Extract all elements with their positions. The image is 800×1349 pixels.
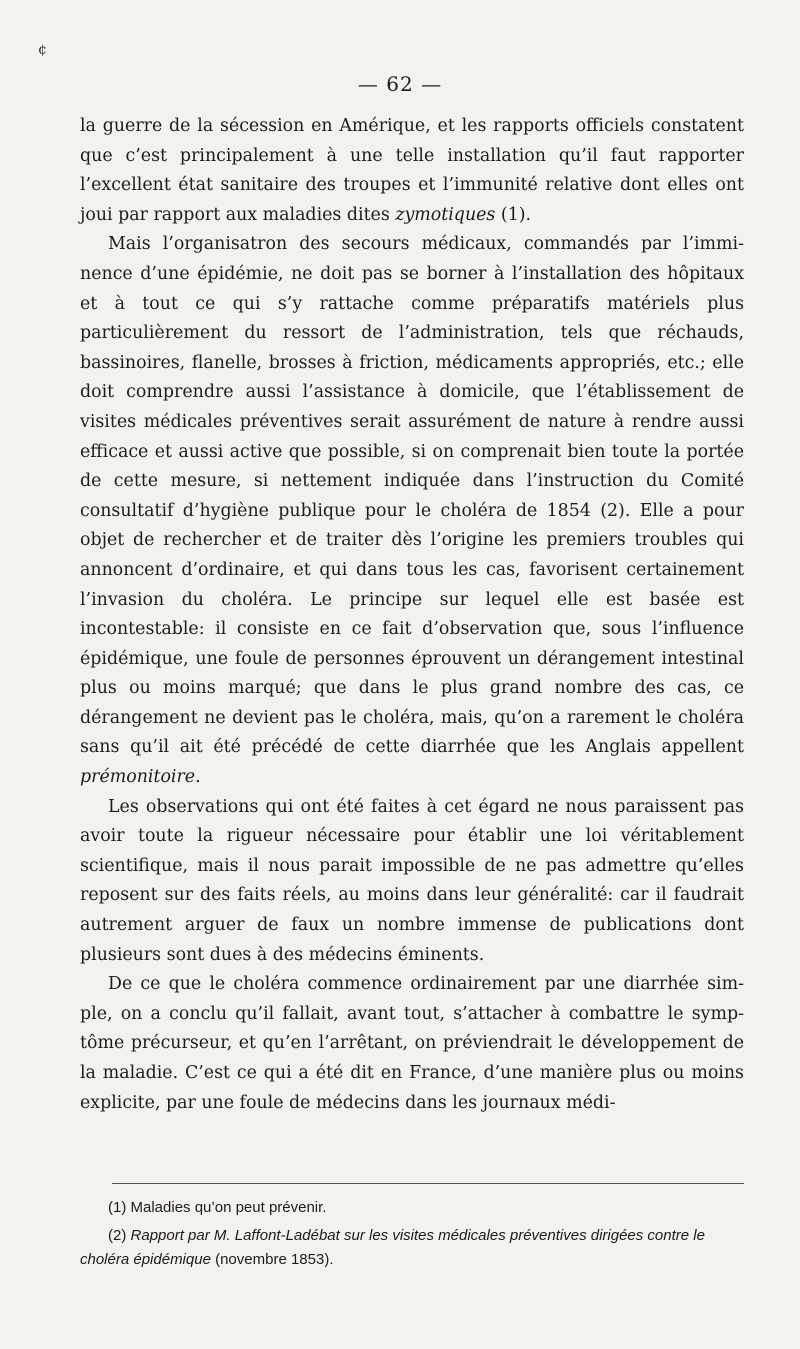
paragraph-1: la guerre de la sécession en Amérique, et les rapports officiels constatent que c’est principalement à une telle installation qu’il faut rapporter l’excellent état sanitaire des troupes et l’immunité relative dont elles ont joui par rapport aux maladies dites zymotiques (1). <box>80 116 744 225</box>
page-number: — 62 — <box>357 72 443 96</box>
paragraph-3: Les observations qui ont été faites à cet égard ne nous paraissent pas avoir toute la rigueur nécessaire pour établir une loi véritablement scientifique, mais il nous parait impossible de ne pas admettre qu’elles reposent sur des faits réels, au moins dans leur généralité: car il faudrait autrement arguer de faux un nombre immense de publications dont plusieurs sont dues à des médecins éminents. <box>80 796 744 965</box>
footnote-1: (1) Maladies qu’on peut prévenir. <box>108 1199 327 1216</box>
footnote-divider <box>112 1183 744 1184</box>
footnote-2: (2) Rapport par M. Laffont-Ladébat sur les visites médicales préventives dirigées contre le choléra épidémique (novembre 1853). <box>80 1227 705 1268</box>
footnotes <box>80 1196 744 1272</box>
paragraph-4: De ce que le choléra commence ordinairement par une diarrhée simple, on a conclu qu’il fallait, avant tout, s’attacher à combattre le symptôme précurseur, et qu’en l’arrêtant, on préviendrait le développement de la maladie. C’est ce qui a été dit en France, d’une manière plus ou moins explicite, par une foule de médecins dans les journaux médi- <box>80 974 744 1113</box>
stray-mark: ¢ <box>38 42 47 58</box>
body-text <box>80 112 744 1118</box>
paragraph-2: Mais l’organisatron des secours médicaux, commandés par l’imminence d’une épidémie, ne doit pas se borner à l’installation des hôpitaux et à tout ce qui s’y rattache comme préparatifs matériels plus particulièrement du ressort de l’administration, tels que réchauds, bassinoires, flanelle, brosses à friction, médicaments appropriés, etc.; elle doit comprendre aussi l’assistance à domicile, que l’établissement de visites médicales préventives serait assurément de nature à rendre aussi efficace et aussi active que possible, si on comprenait bien toute la portée de cette mesure, si nettement indiquée dans l’instruction du Comité consultatif d’hygiène publique pour le choléra de 1854 (2). Elle a pour objet de rechercher et de traiter dès l’origine les premiers troubles qui annoncent d’ordinaire, et qui dans tous les cas, favorisent certainement l’invasion du choléra. Le principe sur lequel elle est basée est incontestable: il consiste en ce fait d’observation que, sous l’influence épidémique, une foule de personnes éprouvent un dérangement intestinal plus ou moins marqué; que dans le plus grand nombre des cas, ce dérangement ne devient pas le choléra, mais, qu’on a rarement le choléra sans qu’il ait été précédé de cette diarrhée que les Anglais appellent prémonitoire. <box>80 234 744 788</box>
